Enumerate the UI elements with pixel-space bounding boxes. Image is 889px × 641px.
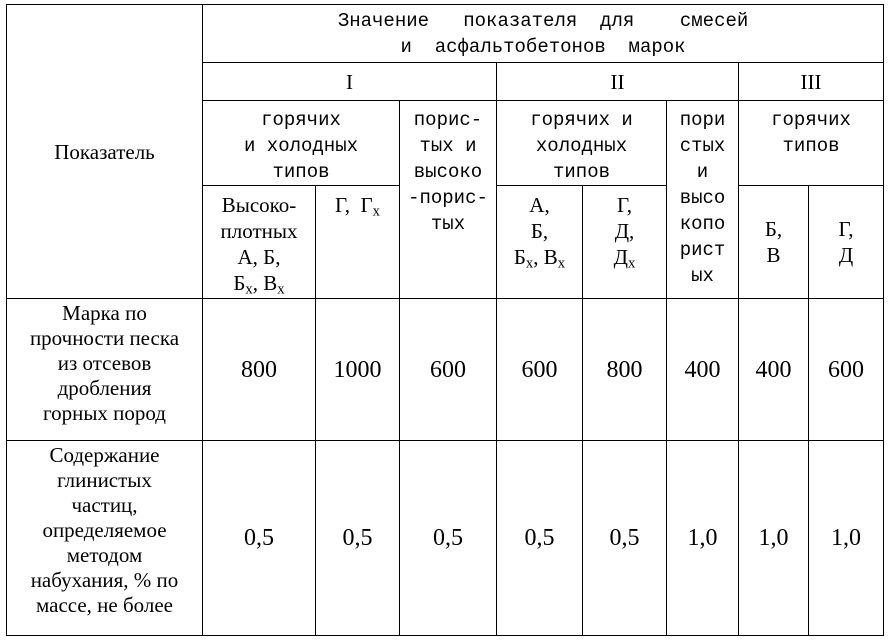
subgroup-abv: А, Б, $Б_х$, $В_х$ xyxy=(497,186,583,299)
asphalt-requirements-table xyxy=(6,4,884,636)
table-cell: 600 xyxy=(497,299,583,441)
table-cell: 0,5 xyxy=(497,441,583,636)
table-cell: 600 xyxy=(400,299,497,441)
table-cell: 0,5 xyxy=(583,441,667,636)
table-cell: 0,5 xyxy=(203,441,316,636)
subgroup-bv-3: Б, В xyxy=(739,186,809,299)
group-2-hot-cold: горячих и холодных типов xyxy=(497,101,667,186)
table-cell: 0,5 xyxy=(400,441,497,636)
grade-1-header: I xyxy=(203,63,497,101)
table-cell: 400 xyxy=(739,299,809,441)
indicator-header: Показатель xyxy=(7,5,203,299)
table-cell: 1,0 xyxy=(809,441,884,636)
value-header xyxy=(203,5,884,63)
table-cell: 1,0 xyxy=(739,441,809,636)
table-cell: 0,5 xyxy=(316,441,400,636)
subgroup-dense: Высоко- плотных А, Б, $Б_х$, $В_х$ xyxy=(203,186,316,299)
group-3-hot: горячих типов xyxy=(739,101,884,186)
group-2-porous: пори стых и высо копо рист ых xyxy=(667,101,739,299)
table-cell: 600 xyxy=(809,299,884,441)
row-label-clay-content: Содержание глинистых частиц, определяемое методом набухания, % по массе, не более xyxy=(7,441,203,636)
value-header-line-1: Значение показателя для смесей xyxy=(337,9,749,32)
row-label-sand-strength: Марка по прочности песка из отсевов дробления горных пород xyxy=(7,299,203,441)
subgroup-gd: Г, Д, $Д_х$ xyxy=(583,186,667,299)
table-row xyxy=(7,441,884,636)
table-cell: 800 xyxy=(583,299,667,441)
value-header-line-2: и асфальтобетонов марок xyxy=(400,35,686,58)
table-cell: 400 xyxy=(667,299,739,441)
grade-2-header: II xyxy=(497,63,739,101)
table-cell: 800 xyxy=(203,299,316,441)
grade-3-header: III xyxy=(739,63,884,101)
subgroup-gd-3: Г, Д xyxy=(809,186,884,299)
table-row xyxy=(7,299,884,441)
table-cell: 1000 xyxy=(316,299,400,441)
group-1-porous: порис- тых и высоко -порис- тых xyxy=(400,101,497,299)
group-1-hot-cold: горячих и холодных типов xyxy=(203,101,400,186)
subgroup-g-gx: Г, $Г_х$ xyxy=(316,186,400,299)
table-cell: 1,0 xyxy=(667,441,739,636)
